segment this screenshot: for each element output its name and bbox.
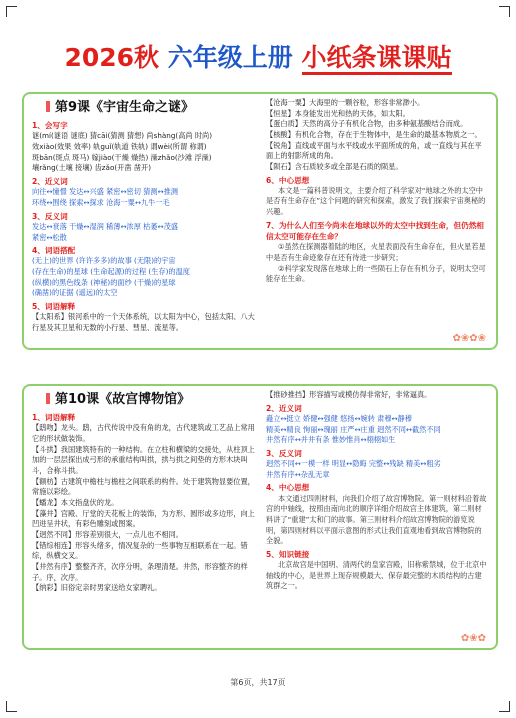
word-line	[32, 131, 260, 142]
flower-decoration: ✿❀✿	[460, 633, 486, 644]
lesson10-right-column	[266, 390, 488, 592]
page-title	[0, 38, 516, 74]
definition: 【蛋白质】天然的高分子有机化合物，由多种氨基酸结合而成。	[266, 119, 468, 129]
answer-2: ②科学家发现落在地球上的一些陨石上存在有机分子，说明太空可能存在生命。	[266, 263, 486, 284]
word-line: 效xiào(效果 效率) 轨guǐ(轨道 铁轨) 谓wèi(所谓 称谓)	[32, 142, 207, 152]
collocation-line: (无上)的世界 (许许多多)的故事 (无限)的宇宙	[32, 256, 176, 266]
collocation-line: (纵横)的黑色线条 (神秘)的面纱 (干燥)的星球	[32, 277, 176, 287]
crop-mark-top-right	[499, 6, 510, 17]
section-heading: 2、近义词	[266, 403, 302, 413]
section-heading: 3、反义词	[266, 448, 302, 458]
definition: 【井然有序】整整齐齐，次序分明，条理清楚。井然，形容整齐的样子。序，次序。	[32, 562, 248, 582]
synonym-line: 井然有序↔并井有条 惟妙惟肖↔栩栩如生	[266, 435, 396, 445]
lesson9-card	[22, 92, 498, 350]
synonym-line: 环绕↔围绕 探索↔探求 沧海一粟↔九牛一毛	[32, 197, 170, 207]
word-line-text: 谜(mí(谜语 谜底)	[32, 131, 88, 141]
title-brand: 小纸条课课贴	[302, 43, 452, 75]
section-heading: 1、词语解释	[32, 413, 76, 423]
synonym-line: 向往↔憧憬 发达↔兴盛 紧密↔密切 猜测↔推测	[32, 187, 178, 197]
synonym-line: 精美↔精良 恂丽↔瑰丽 庄严↔庄重 迥然不同↔截然不同	[266, 424, 441, 434]
antonym-line: 紧密↔松散	[32, 232, 67, 242]
section-heading: 4、中心思想	[266, 483, 310, 493]
section-heading: 4、词语搭配	[32, 246, 76, 256]
question-heading: 7、为什么人们至今尚未在地球以外的太空中找到生命，但仍然相信太空可能存在生命？	[266, 220, 484, 242]
knowledge-link: 北京故宫是中国明、清两代的皇家宫殿，旧称紫禁城，位于北京中轴线的中心，是世界上现存规模最大、保存最完整的木质结构的古建筑群之一。	[266, 560, 487, 591]
main-idea: 本文是一篇科普说明文，主要介绍了科学家对“地球之外的太空中是否有生命存在”这个问题的研究和探索，激发了我们探索宇宙奥秘的兴趣。	[266, 185, 486, 217]
page-number: 第6页，共17页	[230, 678, 286, 687]
word-line-text: 猜cāi(猜测 猜想) 尚shàng(高尚 时尚)	[87, 131, 213, 141]
definition: 【纳彩】旧俗定亲时男家送给女家聘礼。	[32, 583, 162, 593]
lesson9-right-column	[266, 98, 488, 285]
section-heading: 2、近义词	[32, 177, 68, 187]
section-heading: 5、词语解释	[32, 302, 76, 312]
antonym-line: 迥然不同↔一模一样 明显↔隐晦 完整↔残缺 精美↔粗劣	[266, 459, 441, 469]
definition: 【额枋】古建筑中檐柱与檐柱之间联系的构件。处于建筑物显要位置，常施以彩绘。	[32, 476, 255, 497]
title-grade: 六年级上册	[167, 43, 293, 72]
section-heading: 1、会写字	[32, 121, 68, 131]
crop-mark-top-left	[6, 6, 17, 17]
definition: 【迥然不同】形容差别很大，一点儿也不相同。	[32, 530, 183, 540]
definition: 【斗拱】我国建筑特有的一种结构。在立柱和横梁的交接处，从柱顶上加的一层层探出成弓形的承重结构叫拱，拱与拱之间垫的方形木块叫斗，合称斗拱。	[32, 444, 255, 476]
lesson9-left-column	[32, 94, 260, 334]
definition: 【恒星】本身能发出光和热的天体，如太阳。	[266, 108, 410, 118]
title-year: 2026秋	[64, 43, 168, 72]
lesson10-card	[22, 384, 498, 650]
crop-mark-bottom-left	[6, 701, 17, 712]
lesson10-heading: 第10课《故宫博物馆》	[46, 390, 260, 409]
antonym-line: 发达↔衰落 干燥↔湿润 稀薄↔浓厚 枯萎↔茂盛	[32, 221, 178, 231]
synonym-line: 矗立↔挺立 娇健↔强健 悠扬↔婉转 肃穆↔静穆	[266, 413, 412, 423]
definition: 【鸱吻】龙头。鸱，古代传说中没有角的龙，古代建筑或工艺品上常用它的形状做装饰。	[32, 423, 255, 444]
lesson10-left-column	[32, 386, 260, 594]
crop-mark-bottom-right	[499, 701, 510, 712]
definition: 【核酸】有机化合物，存在于生物体中，是生命的最基本物质之一。	[266, 129, 482, 139]
antonym-line: 井然有序↔杂乱无章	[266, 469, 330, 479]
definition: 【藻井】宫殿、厅堂的天花板上的装饰，为方形、圆形或多边形，向上凹进呈井状，有彩色雕刻或图案。	[32, 508, 255, 529]
definition: 【推砂推挡】形容描写或模仿得非常好，非常逼真。	[266, 390, 432, 399]
definition: 【错综相连】形容头绪多，情况复杂的一些事物互相联系在一起。错综，纵横交叉。	[32, 540, 248, 561]
definition: 【太阳系】银河系中的一个天体系统，以太阳为中心，包括太阳、八大行星及其卫星和无数的小行星、彗星、流星等。	[32, 312, 255, 332]
definition: 【锐角】直线或平面与水平线或水平面所成的角，或一直线与其在平面上的射影所成的角。	[266, 140, 482, 161]
lesson9-heading: 第9课《宇宙生命之谜》	[46, 98, 260, 117]
collocation-line: (确凿)的证据 (遥远)的太空	[32, 288, 118, 298]
collocation-line: (存在生命)的星球 (生命起源)的过程 (生存)的温度	[32, 267, 190, 277]
word-line: 壤rǎng(土壤 接壤) 齿zǎo(开凿 凿开)	[32, 163, 151, 173]
word-line: 斑bān(斑点 斑马) 嫁jiào(干燥 燥热) 澡zhǎo(沙滩 浮澡)	[32, 152, 212, 162]
section-heading: 6、中心思想	[266, 175, 310, 185]
section-heading: 5、知识链接	[266, 549, 310, 559]
flower-decoration: ✿❀✿❀	[452, 333, 486, 344]
section-heading: 3、反义词	[32, 211, 68, 221]
main-idea: 本文通过四则材料，向我们介绍了故宫博物院。第一则材料沿着故宫的中轴线，按照由南向北的顺序详细介绍故宫主体建筑，第二则材料讲了“重建”太和门的故事。第三则材料介绍故宫博物院的游览说明，第四则材料以平面示意图的形式让我们直观地看到故宫博物院的全貌。	[266, 493, 487, 546]
answer-1: ①虽然在探测器着陆的地区，火星表面没有生命存在，但火星若星中是否有生命迹象存在还有待进一步研究；	[266, 242, 486, 262]
definition: 【蟠龙】本文指盘伏的龙。	[32, 498, 119, 508]
definition: 【沧海一粟】大海里的一颗谷粒，形容非常渺小。	[266, 98, 425, 107]
definition: 【陨石】含石质较多或全部是石质的陨星。	[266, 161, 403, 171]
